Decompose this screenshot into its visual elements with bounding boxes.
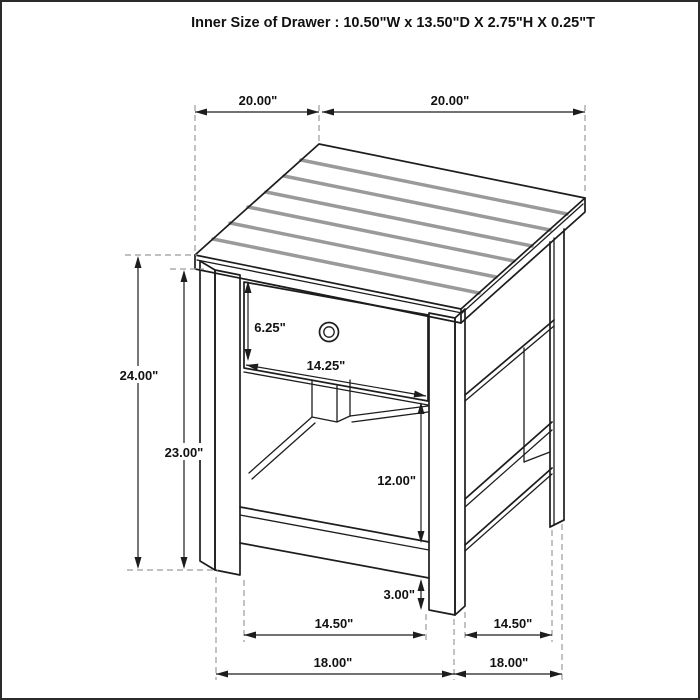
dim-label-front-base-width: 18.00" — [313, 655, 353, 670]
dim-label-side-shelf-width: 14.50" — [493, 616, 533, 631]
dim-label-top-left: 20.00" — [238, 93, 278, 108]
table-drawing — [195, 144, 585, 615]
interior-back-left-leg — [249, 380, 428, 479]
shelf-front — [240, 507, 429, 578]
tabletop — [195, 144, 585, 323]
dim-label-drawer-height: 6.25" — [254, 320, 286, 335]
dim-front-shelf-width — [244, 616, 425, 639]
dim-side-shelf-width — [465, 616, 552, 639]
front-left-leg — [200, 261, 240, 575]
right-side-panels — [465, 320, 554, 551]
diagram-title: Inner Size of Drawer : 10.50"W x 13.50"D X 2.75"H X 0.25"T — [191, 15, 595, 31]
furniture-dimension-diagram — [2, 2, 700, 700]
dim-label-front-shelf-width: 14.50" — [314, 616, 354, 631]
dim-drawer-height — [245, 281, 286, 361]
dim-body-height — [158, 269, 211, 569]
dim-label-shelf-clearance: 12.00" — [377, 473, 416, 488]
front-right-leg — [429, 309, 465, 615]
back-right-leg — [550, 229, 564, 527]
dim-label-overall-height: 24.00" — [119, 368, 159, 383]
dim-foot-height — [384, 579, 425, 610]
dim-shelf-clearance — [377, 402, 424, 543]
dim-front-base-width — [216, 655, 454, 678]
dim-top-left-width — [195, 93, 319, 116]
dim-overall-height — [112, 255, 218, 570]
dim-label-foot-height: 3.00" — [383, 587, 415, 602]
dim-label-top-right: 20.00" — [430, 93, 470, 108]
dim-label-body-height: 23.00" — [164, 445, 204, 460]
drawer-knob — [320, 323, 339, 342]
dim-label-drawer-width: 14.25" — [306, 358, 346, 373]
dim-side-base-width — [454, 655, 562, 678]
dim-label-side-base-width: 18.00" — [489, 655, 529, 670]
dim-top-right-width — [322, 93, 585, 116]
